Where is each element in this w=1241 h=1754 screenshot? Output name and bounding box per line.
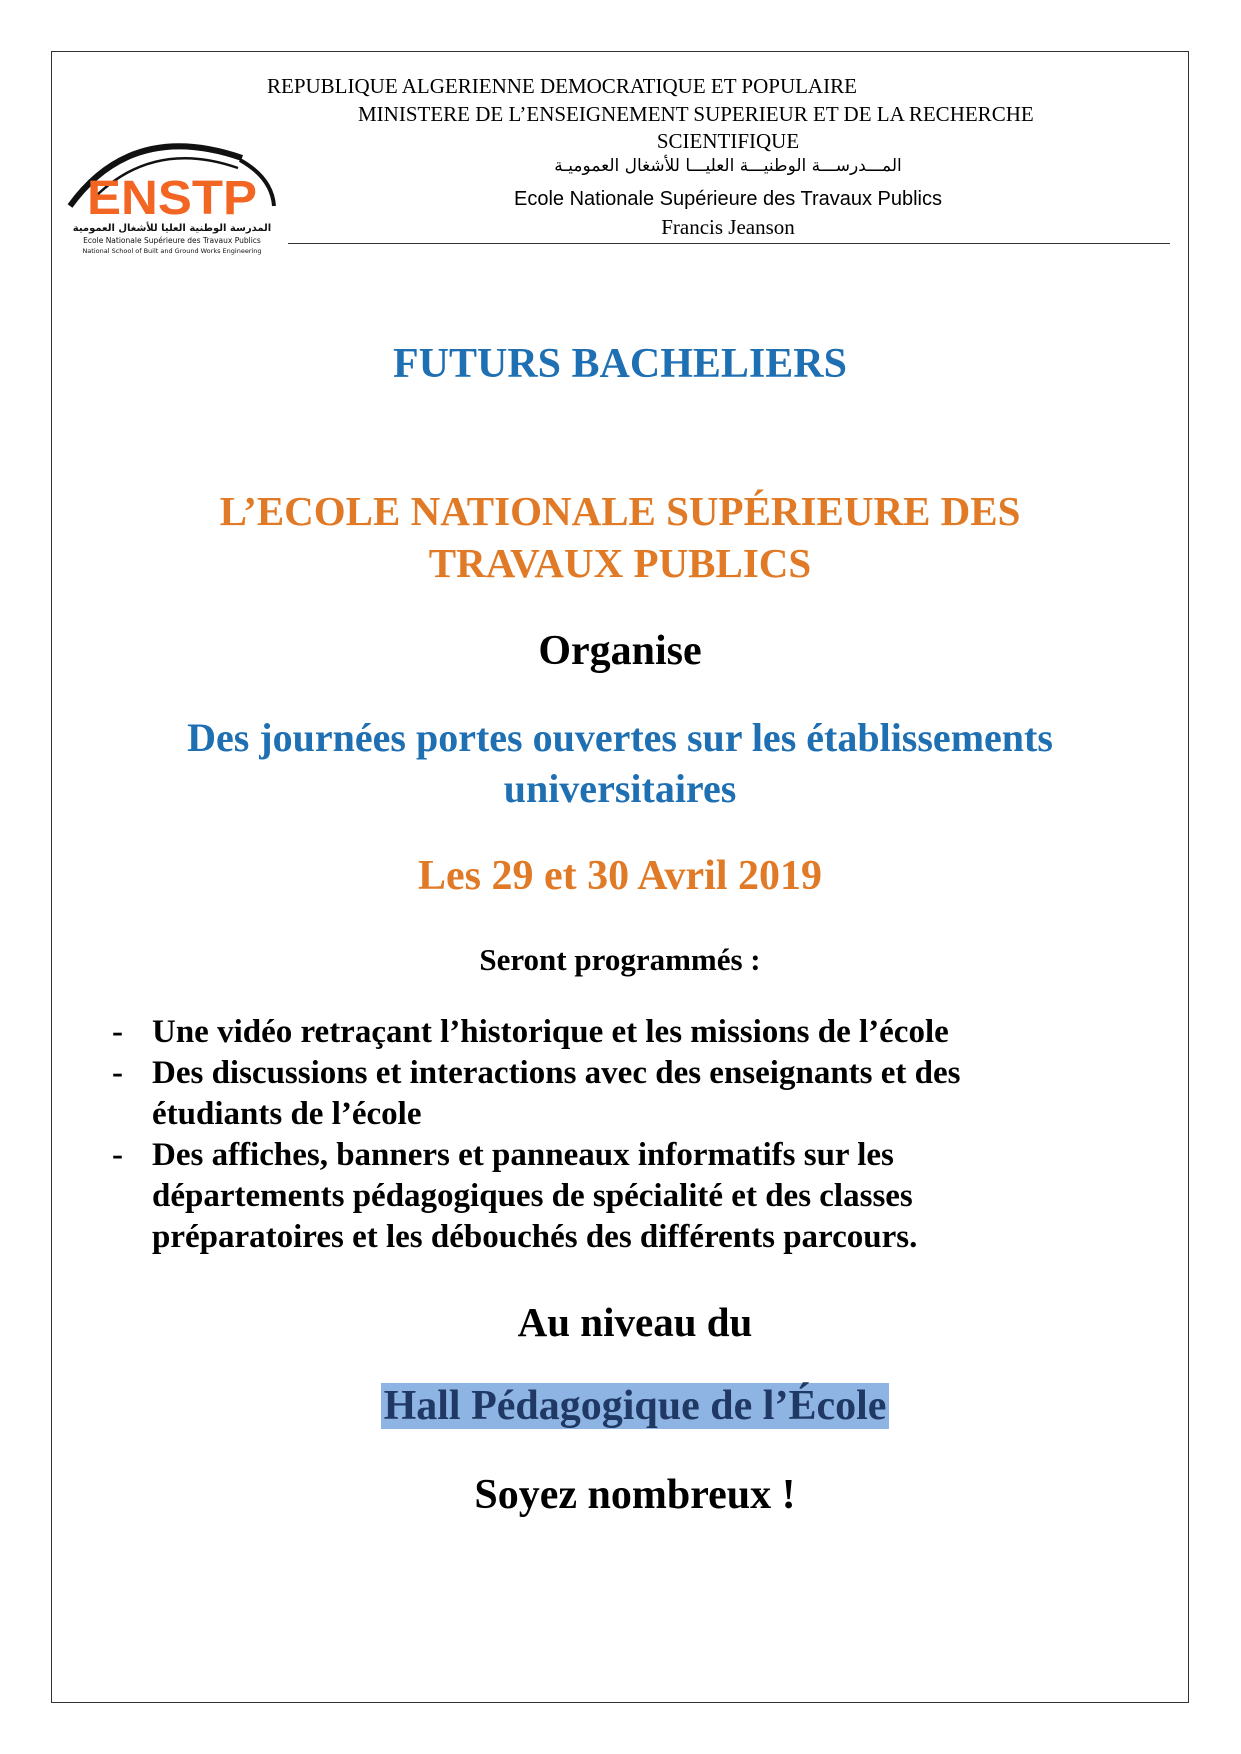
program-heading: Seront programmés : <box>479 942 761 977</box>
list-item-text: départements pédagogiques de spécialité et des classes <box>152 1178 913 1214</box>
logo-arabic-name: المدرسة الوطنية العليا للأشغال العمومية <box>72 223 272 234</box>
list-dash: - <box>112 1055 123 1091</box>
list-item <box>112 1053 1112 1135</box>
closing-line: Soyez nombreux ! <box>474 1472 796 1518</box>
list-item <box>112 1012 1112 1053</box>
event-title-line2: universitaires <box>503 766 737 811</box>
event-title-line1: Des journées portes ouvertes sur les établissements <box>187 715 1053 760</box>
list-item-text: préparatoires et les débouchés des différents parcours. <box>152 1219 918 1255</box>
school-name-line2: TRAVAUX PUBLICS <box>428 540 812 586</box>
organise-heading: Organise <box>538 628 702 674</box>
event-dates: Les 29 et 30 Avril 2019 <box>417 853 822 899</box>
location-intro: Au niveau du <box>517 1299 753 1345</box>
logo-fr-name: Ecole Nationale Supérieure des Travaux Publics <box>83 236 261 245</box>
header-arabic-name: المـــدرســـة الوطنيـــة العليـــا للأشغال العموميـة <box>554 156 902 176</box>
list-item-text: Une vidéo retraçant l’historique et les missions de l’école <box>152 1014 949 1050</box>
list-dash: - <box>112 1137 123 1173</box>
header-divider <box>288 243 1170 244</box>
header-ministry: MINISTERE DE L’ENSEIGNEMENT SUPERIEUR ET DE LA RECHERCHE <box>358 102 1034 126</box>
header-republic: REPUBLIQUE ALGERIENNE DEMOCRATIQUE ET POPULAIRE <box>267 74 857 98</box>
logo-en-name: National School of Built and Ground Works Engineering <box>82 247 262 255</box>
header-francis-jeanson: Francis Jeanson <box>661 215 795 239</box>
location-line <box>51 1383 1189 1431</box>
list-item-text: Des affiches, banners et panneaux informatifs sur les <box>152 1137 894 1173</box>
list-item <box>112 1135 1112 1258</box>
location-highlight: Hall Pédagogique de l’École <box>381 1383 890 1429</box>
header-school-name: Ecole Nationale Supérieure des Travaux Publics <box>513 188 943 210</box>
enstp-logo <box>62 118 282 258</box>
list-item-text: Des discussions et interactions avec des enseignants et des <box>152 1055 961 1091</box>
logo-acronym: ENSTP <box>87 172 257 225</box>
list-dash: - <box>112 1014 123 1050</box>
header-ministry-cont: SCIENTIFIQUE <box>656 129 800 153</box>
program-list <box>112 1012 1112 1258</box>
school-name-line1: L’ECOLE NATIONALE SUPÉRIEURE DES <box>219 488 1021 534</box>
list-item-text: étudiants de l’école <box>152 1096 422 1132</box>
page-title: FUTURS BACHELIERS <box>393 341 847 387</box>
